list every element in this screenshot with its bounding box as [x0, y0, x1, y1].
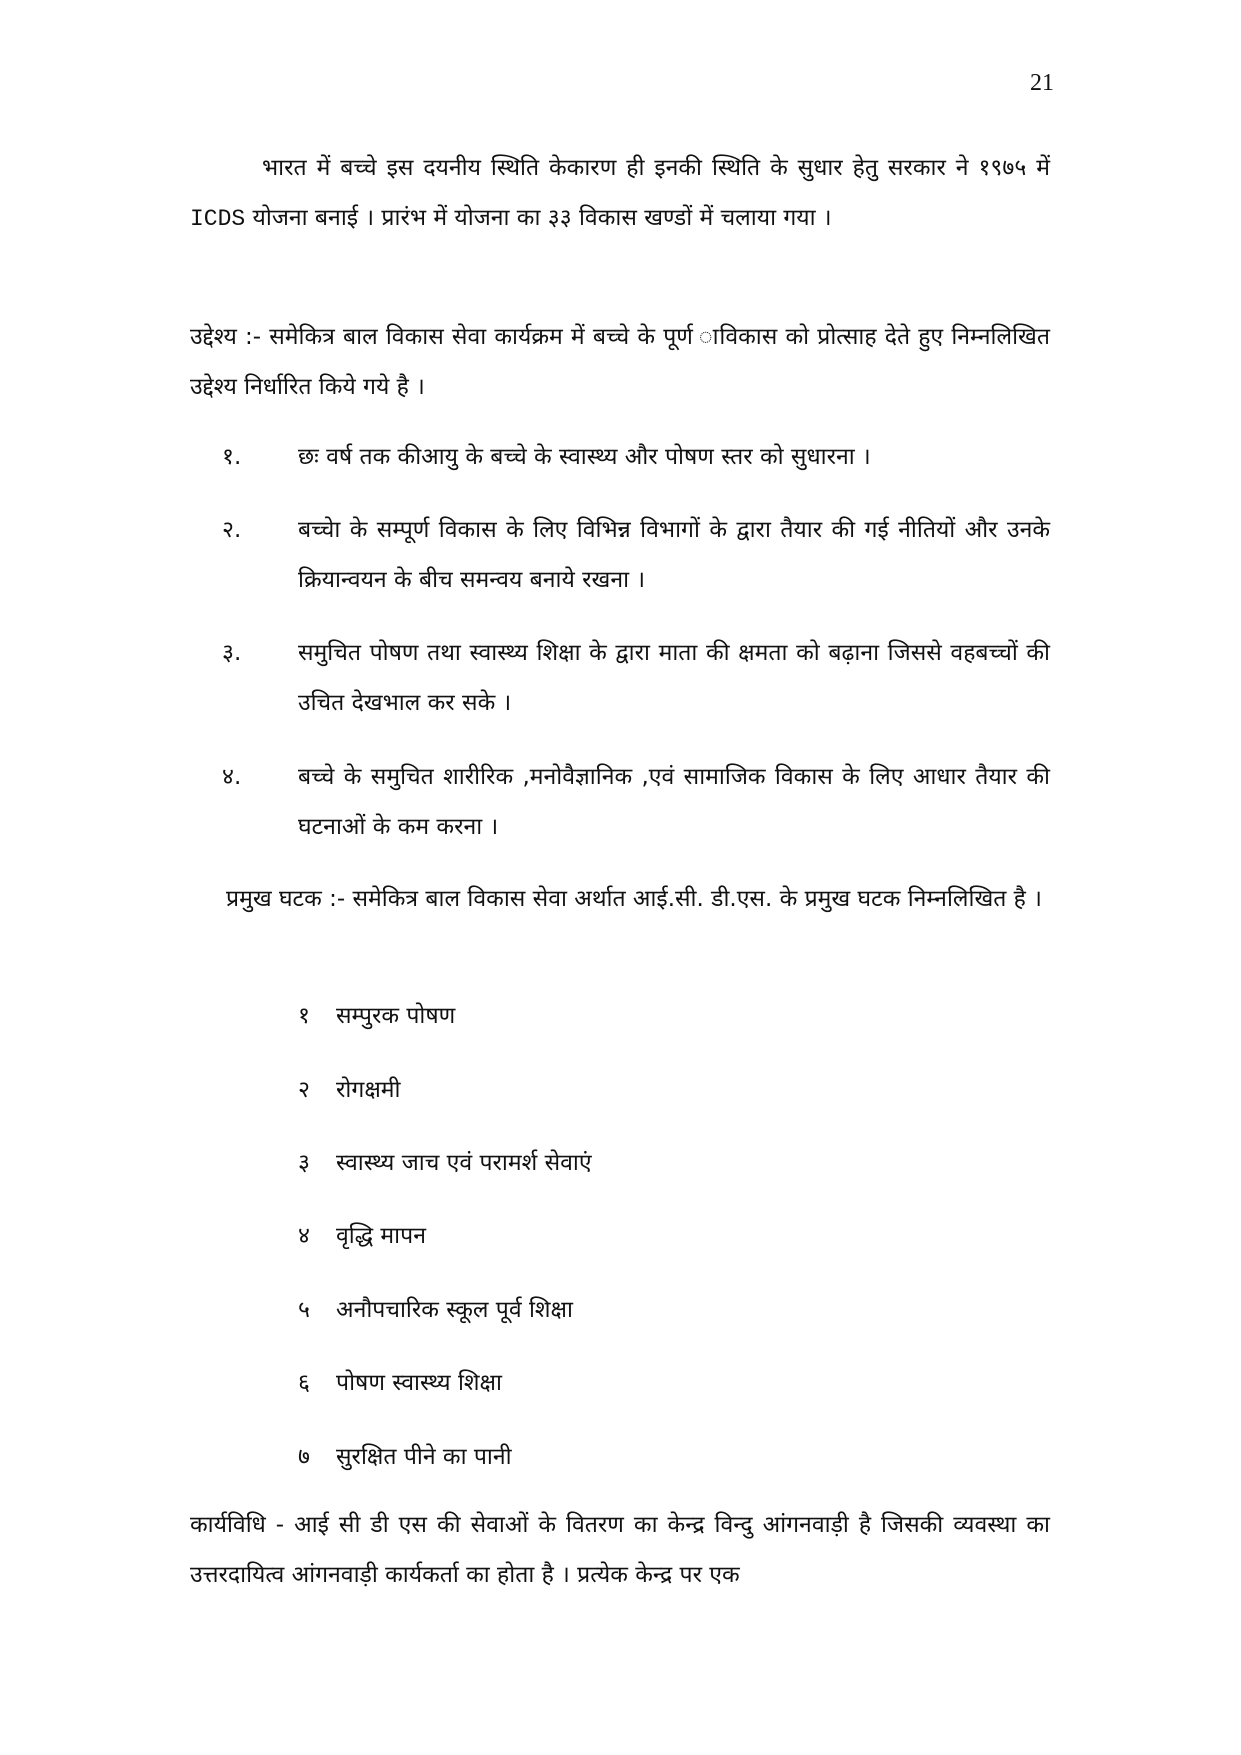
- component-number: ४: [298, 1223, 310, 1249]
- component-text: सुरक्षित पीने का पानी: [336, 1444, 512, 1470]
- component-number: ५: [298, 1297, 310, 1323]
- component-text: सम्पुरक पोषण: [336, 1003, 456, 1029]
- component-number: १: [298, 1003, 310, 1029]
- component-item: [298, 1363, 502, 1403]
- intro-text-end: योजना बनाई । प्रारंभ में योजना का ३३ विकास खण्डों में चलाया गया ।: [245, 205, 832, 231]
- objective-number: १.: [222, 444, 242, 470]
- component-number: ३: [298, 1150, 310, 1176]
- components-paragraph: [226, 874, 1050, 924]
- component-number: २: [298, 1077, 310, 1103]
- objective-item: [222, 628, 1050, 728]
- method-heading: कार्यविधि -: [190, 1512, 285, 1538]
- objectives-intro-text: समेकित्र बाल विकास सेवा कार्यक्रम में बच्चे के पूर्ण ाविकास को प्रोत्साह देते हुए निम्नलिखित उद्देश्य निर्धारित किये गये है ।: [190, 324, 1050, 400]
- component-item: [298, 1070, 401, 1110]
- objectives-paragraph: [190, 312, 1050, 412]
- component-text: वृद्धि मापन: [336, 1223, 426, 1249]
- component-item: [298, 1216, 426, 1256]
- objective-number: ३.: [222, 640, 242, 666]
- objective-item: [222, 505, 1050, 605]
- component-item: [298, 996, 455, 1036]
- component-text: पोषण स्वास्थ्य शिक्षा: [336, 1370, 503, 1396]
- component-item: [298, 1143, 592, 1183]
- components-heading: प्रमुख घटक :-: [226, 886, 346, 912]
- objective-number: २.: [222, 517, 242, 543]
- objective-number: ४.: [222, 764, 242, 790]
- component-item: [298, 1437, 512, 1477]
- component-number: ६: [298, 1370, 310, 1396]
- component-number: ७: [298, 1444, 310, 1470]
- objective-item: [222, 752, 1050, 852]
- objectives-heading: उद्देश्य :-: [190, 324, 262, 350]
- objective-text: बच्चेा के सम्पूर्ण विकास के लिए विभिन्न विभागों के द्वारा तैयार की गई नीतियों और उनके क्रियान्वयन के बीच समन्वय बनाये रखना ।: [298, 517, 1050, 593]
- components-intro-text: समेकित्र बाल विकास सेवा अर्थात आई.सी. डी.एस. के प्रमुख घटक निम्नलिखित है ।: [345, 886, 1042, 912]
- component-text: अनौपचारिक स्कूल पूर्व शिक्षा: [336, 1297, 573, 1323]
- intro-paragraph: [190, 143, 1050, 244]
- intro-text-start: भारत में बच्चे इस दयनीय स्थिति केकारण ही इनकी स्थिति के सुधार हेतु सरकार ने १९७५ में: [262, 155, 1050, 181]
- objective-text: समुचित पोषण तथा स्वास्थ्य शिक्षा के द्वारा माता की क्षमता को बढ़ाना जिससे वहबच्चों की उचित देखभाल कर सके ।: [298, 640, 1050, 716]
- component-text: स्वास्थ्य जाच एवं परामर्श सेवाएं: [336, 1150, 592, 1176]
- method-paragraph: [190, 1500, 1050, 1600]
- objective-text: बच्चे के समुचित शारीरिक ,मनोवैज्ञानिक ,एवं सामाजिक विकास के लिए आधार तैयार की घटनाओं के कम करना ।: [298, 764, 1050, 840]
- objective-text: छः वर्ष तक कीआयु के बच्चे के स्वास्थ्य और पोषण स्तर को सुधारना ।: [298, 444, 871, 470]
- component-text: रोगक्षमी: [336, 1077, 401, 1103]
- component-item: [298, 1290, 573, 1330]
- page-number: 21: [1030, 70, 1054, 96]
- objective-item: [222, 432, 1050, 482]
- method-text: आई सी डी एस की सेवाओं के वितरण का केन्द्र विन्दु आंगनवाड़ी है जिसकी व्यवस्था का उत्तरदायित्व आंगनवाड़ी कार्यकर्ता का होता है । प्रत्येक केन्द्र पर एक: [190, 1512, 1050, 1588]
- icds-code: ICDS: [190, 206, 246, 232]
